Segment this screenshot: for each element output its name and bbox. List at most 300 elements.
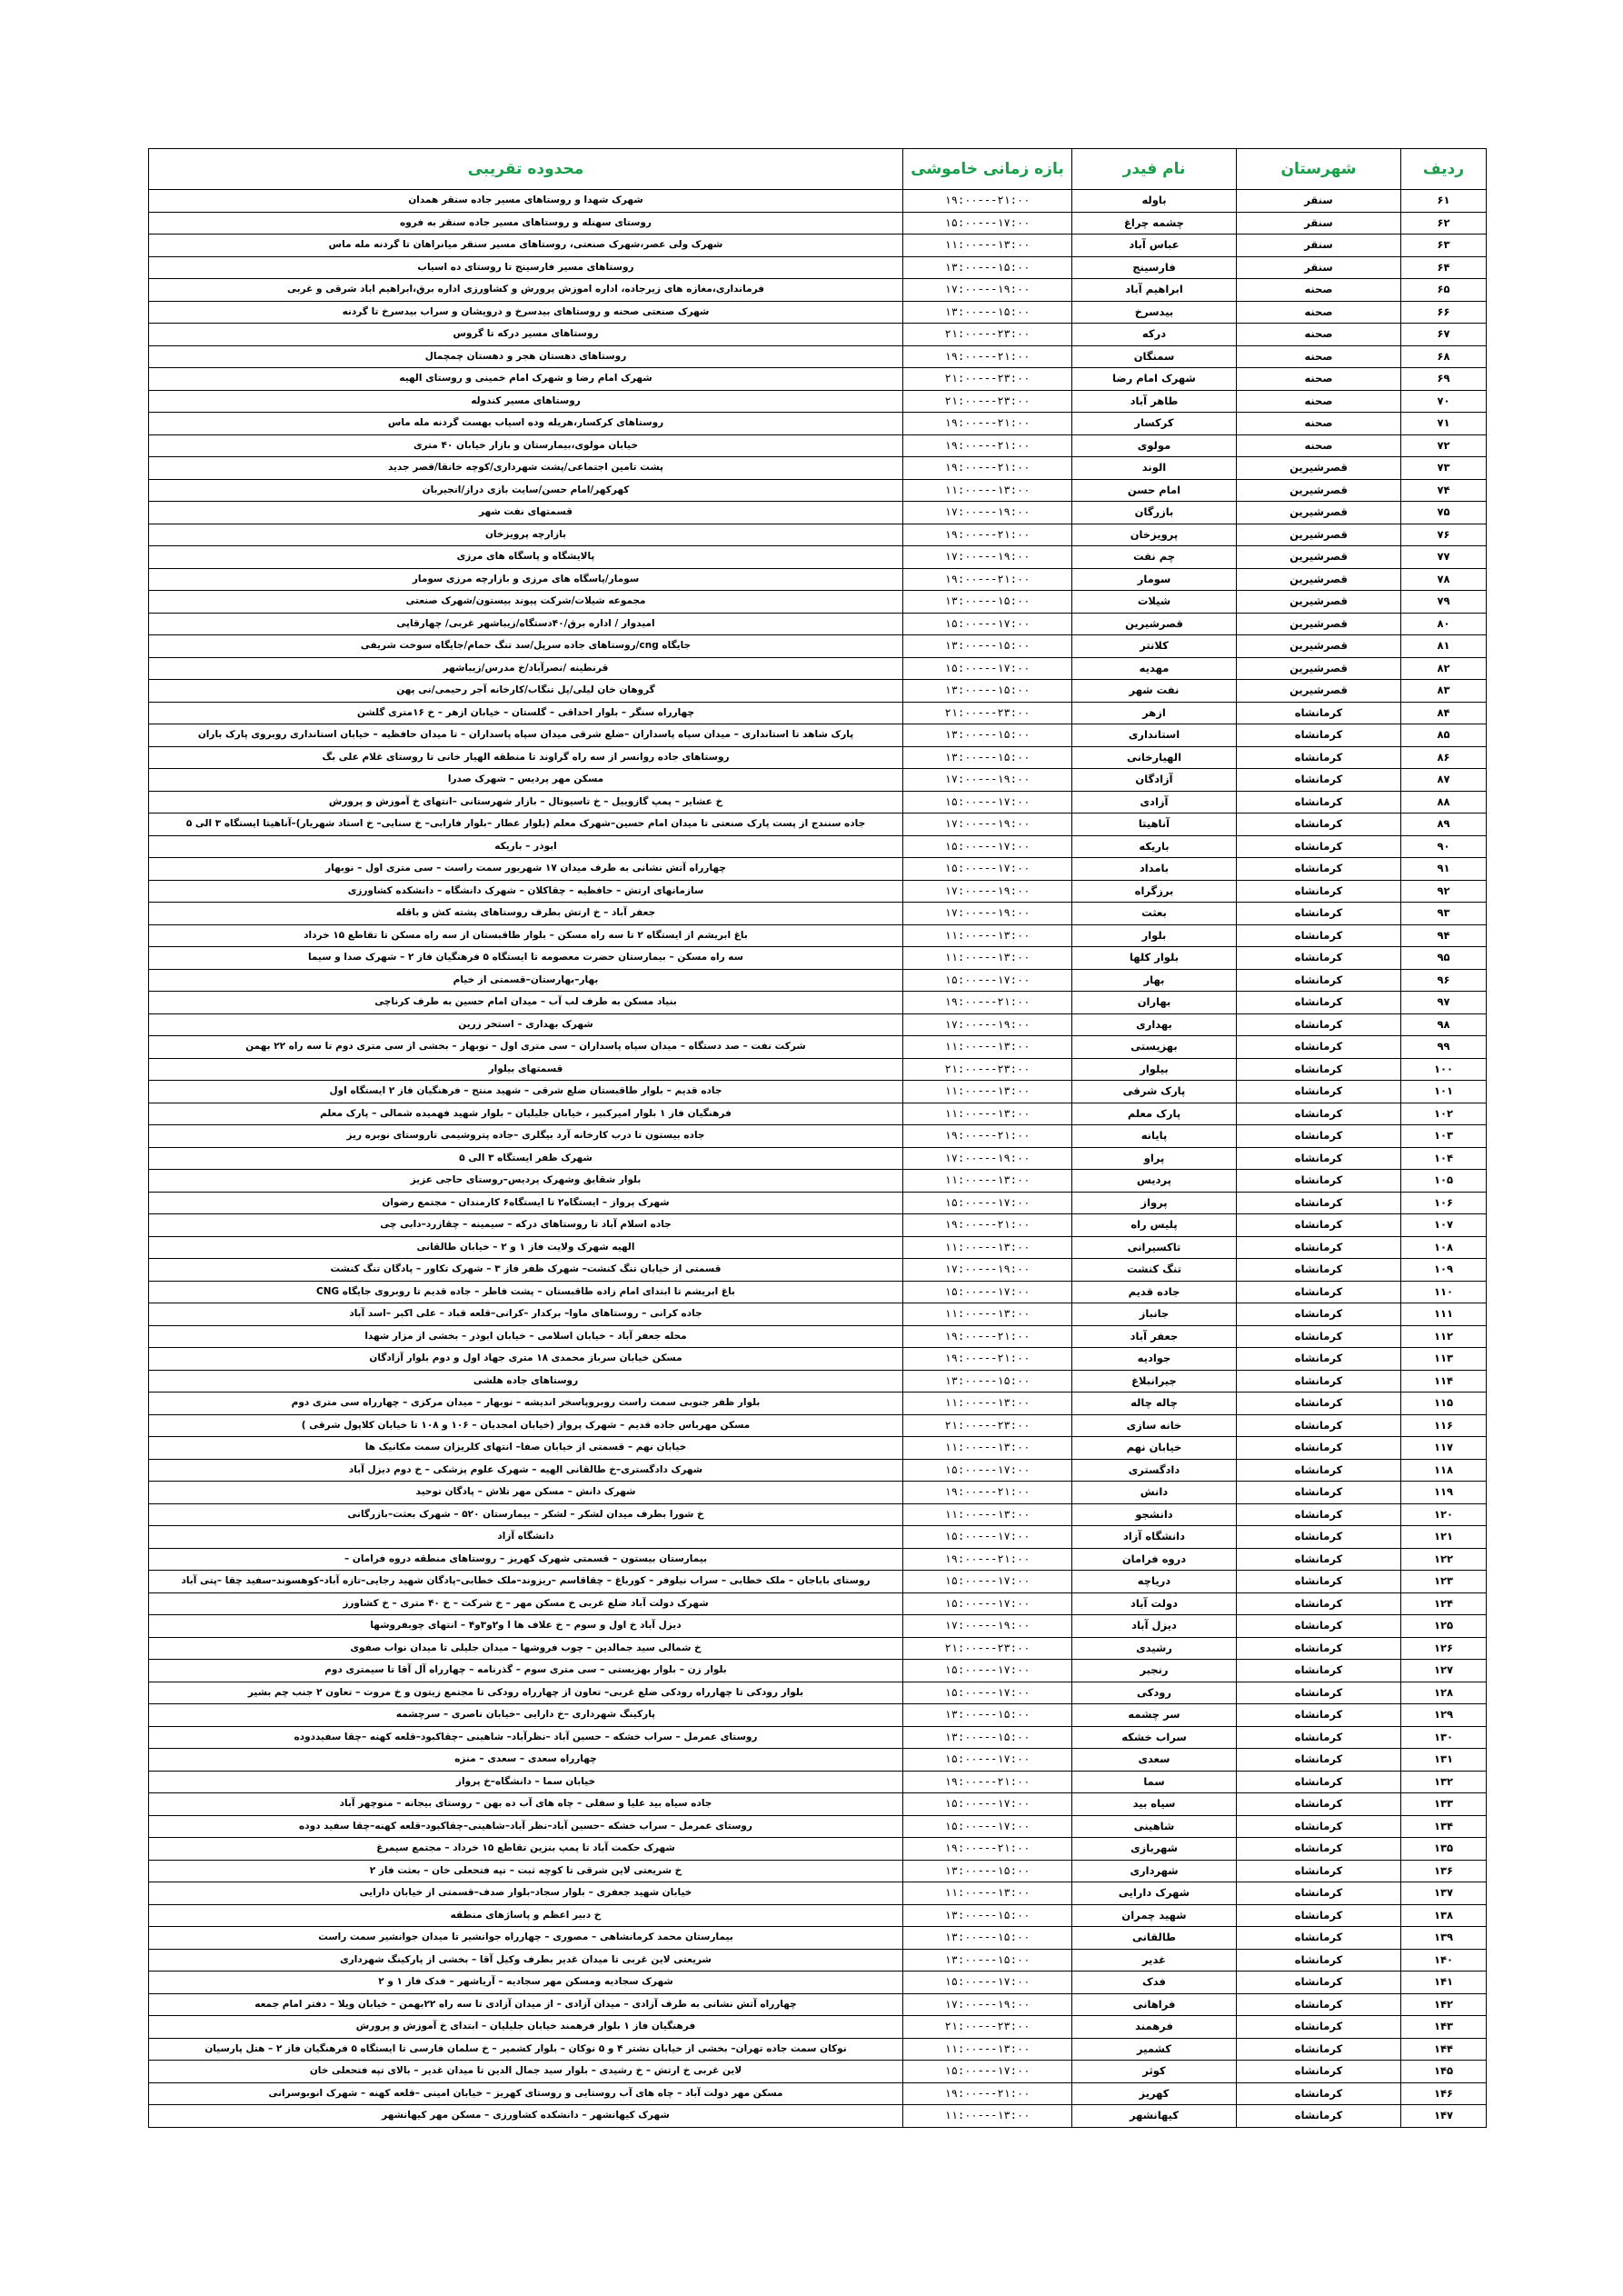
cell-time-range: ۱۵:۰۰---۱۷:۰۰ bbox=[903, 1749, 1072, 1772]
cell-area: جاده بیستون تا درب کارخانه آرد بیگلری –جاده پتروشیمی تاروستای نوبره ریز bbox=[149, 1125, 903, 1148]
cell-city: کرمانشاه bbox=[1237, 1793, 1401, 1816]
cell-time-range: ۲۱:۰۰---۲۳:۰۰ bbox=[903, 702, 1072, 724]
cell-time-range: ۱۷:۰۰---۱۹:۰۰ bbox=[903, 903, 1072, 925]
cell-city: کرمانشاه bbox=[1237, 2016, 1401, 2039]
cell-time-range: ۱۹:۰۰---۲۱:۰۰ bbox=[903, 568, 1072, 591]
cell-time-range: ۱۵:۰۰---۱۷:۰۰ bbox=[903, 1192, 1072, 1214]
cell-feeder: جاده قدیم bbox=[1072, 1281, 1237, 1303]
table-row bbox=[149, 1503, 1487, 1526]
cell-time-range: ۲۱:۰۰---۲۳:۰۰ bbox=[903, 1058, 1072, 1081]
cell-row-number: ۱۰۹ bbox=[1401, 1259, 1487, 1282]
table-row bbox=[149, 1726, 1487, 1749]
table-row bbox=[149, 680, 1487, 703]
cell-time-range: ۱۹:۰۰---۲۱:۰۰ bbox=[903, 2082, 1072, 2105]
cell-row-number: ۸۹ bbox=[1401, 814, 1487, 836]
cell-time-range: ۱۵:۰۰---۱۷:۰۰ bbox=[903, 212, 1072, 235]
cell-time-range: ۱۱:۰۰---۱۳:۰۰ bbox=[903, 1503, 1072, 1526]
table-row bbox=[149, 524, 1487, 546]
cell-area: گروهان خان لیلی/پل تنگاب/کارخانه آجر رحیمی/نی پهن bbox=[149, 680, 903, 703]
cell-row-number: ۹۸ bbox=[1401, 1013, 1487, 1036]
cell-row-number: ۷۷ bbox=[1401, 546, 1487, 569]
cell-area: بلوار رودکی تا چهارراه رودکی ضلع غربی– تعاون از چهارراه رودکی تا مجتمع زیتون و خ مروت – تعاون ۲ جنب چم بشیر bbox=[149, 1682, 903, 1704]
cell-city: کرمانشاه bbox=[1237, 1904, 1401, 1927]
table-row bbox=[149, 457, 1487, 480]
table-row bbox=[149, 1838, 1487, 1861]
table-row bbox=[149, 858, 1487, 881]
cell-row-number: ۱۰۵ bbox=[1401, 1170, 1487, 1193]
cell-city: کرمانشاه bbox=[1237, 2061, 1401, 2083]
cell-row-number: ۸۰ bbox=[1401, 613, 1487, 635]
cell-feeder: شهربازی bbox=[1072, 1838, 1237, 1861]
cell-time-range: ۱۱:۰۰---۱۳:۰۰ bbox=[903, 1170, 1072, 1193]
cell-city: قصرشیرین bbox=[1237, 502, 1401, 524]
cell-area: پشت تامین اجتماعی/پشت شهرداری/کوچه خانقا/قصر جدید bbox=[149, 457, 903, 480]
cell-time-range: ۱۳:۰۰---۱۵:۰۰ bbox=[903, 1860, 1072, 1882]
cell-feeder: شهید چمران bbox=[1072, 1904, 1237, 1927]
cell-time-range: ۱۱:۰۰---۱۳:۰۰ bbox=[903, 1236, 1072, 1259]
cell-area: شهرک پرواز – ایستگاه۲ تا ایستگاه۶ کارمندان – مجتمع رضوان bbox=[149, 1192, 903, 1214]
cell-time-range: ۱۱:۰۰---۱۳:۰۰ bbox=[903, 2105, 1072, 2128]
cell-time-range: ۱۱:۰۰---۱۳:۰۰ bbox=[903, 924, 1072, 947]
cell-time-range: ۱۳:۰۰---۱۵:۰۰ bbox=[903, 1904, 1072, 1927]
cell-row-number: ۶۵ bbox=[1401, 279, 1487, 302]
cell-area: خیابان شهید جعفری – بلوار سجاد–بلوار صدف–قسمتی از خیابان دارایی bbox=[149, 1882, 903, 1905]
cell-city: کرمانشاه bbox=[1237, 1058, 1401, 1081]
cell-time-range: ۱۵:۰۰---۱۷:۰۰ bbox=[903, 1281, 1072, 1303]
cell-city: کرمانشاه bbox=[1237, 2105, 1401, 2128]
cell-area: شرکت نفت – صد دستگاه – میدان سپاه پاسداران – سی متری اول – نوبهار – بخشی از سی متری دوم تا سه راه ۲۲ بهمن bbox=[149, 1036, 903, 1059]
cell-area: مسکن خیابان سرباز محمدی ۱۸ متری جهاد اول و دوم بلوار آزادگان bbox=[149, 1348, 903, 1371]
cell-feeder: شهرک دارایی bbox=[1072, 1882, 1237, 1905]
cell-time-range: ۲۱:۰۰---۲۳:۰۰ bbox=[903, 324, 1072, 346]
cell-time-range: ۱۵:۰۰---۱۷:۰۰ bbox=[903, 791, 1072, 814]
cell-time-range: ۱۹:۰۰---۲۱:۰۰ bbox=[903, 1214, 1072, 1237]
cell-city: کرمانشاه bbox=[1237, 1437, 1401, 1460]
cell-city: کرمانشاه bbox=[1237, 1081, 1401, 1103]
cell-feeder: جانباز bbox=[1072, 1303, 1237, 1326]
table-row bbox=[149, 1949, 1487, 1972]
cell-row-number: ۹۴ bbox=[1401, 924, 1487, 947]
cell-feeder: شهرداری bbox=[1072, 1860, 1237, 1882]
cell-row-number: ۱۳۲ bbox=[1401, 1771, 1487, 1793]
cell-row-number: ۱۱۶ bbox=[1401, 1414, 1487, 1437]
table-row bbox=[149, 1259, 1487, 1282]
cell-area: شهرک ولی عصر،شهرک صنعتی، روستاهای مسیر سنقر میانراهان تا گردنه مله ماس bbox=[149, 235, 903, 257]
cell-area: روستاهای کرکسار،هریله وده اسیاب بهست گردنه مله ماس bbox=[149, 413, 903, 435]
cell-row-number: ۶۹ bbox=[1401, 368, 1487, 391]
cell-city: قصرشیرین bbox=[1237, 524, 1401, 546]
cell-area: سازمانهای ارتش – حافظیه – چقاکلان – شهرک دانشگاه – دانشکده کشاورزی bbox=[149, 880, 903, 903]
cell-time-range: ۱۱:۰۰---۱۳:۰۰ bbox=[903, 1303, 1072, 1326]
cell-row-number: ۱۴۷ bbox=[1401, 2105, 1487, 2128]
cell-time-range: ۱۳:۰۰---۱۵:۰۰ bbox=[903, 724, 1072, 747]
cell-time-range: ۱۱:۰۰---۱۳:۰۰ bbox=[903, 2038, 1072, 2061]
table-row bbox=[149, 1927, 1487, 1950]
cell-area: بهار–بهارستان–قسمتی از خیام bbox=[149, 969, 903, 992]
cell-city: کرمانشاه bbox=[1237, 903, 1401, 925]
cell-feeder: تنگ کنشت bbox=[1072, 1259, 1237, 1282]
cell-feeder: بامداد bbox=[1072, 858, 1237, 881]
cell-city: صحنه bbox=[1237, 413, 1401, 435]
cell-feeder: ابراهیم آباد bbox=[1072, 279, 1237, 302]
cell-feeder: چشمه چراغ bbox=[1072, 212, 1237, 235]
cell-time-range: ۲۱:۰۰---۲۳:۰۰ bbox=[903, 1414, 1072, 1437]
cell-city: کرمانشاه bbox=[1237, 1303, 1401, 1326]
cell-city: کرمانشاه bbox=[1237, 1726, 1401, 1749]
cell-feeder: سومار bbox=[1072, 568, 1237, 591]
cell-feeder: جیرانبلاغ bbox=[1072, 1370, 1237, 1393]
cell-feeder: بهاران bbox=[1072, 992, 1237, 1014]
cell-city: قصرشیرین bbox=[1237, 613, 1401, 635]
cell-city: کرمانشاه bbox=[1237, 1414, 1401, 1437]
cell-feeder: کهریز bbox=[1072, 2082, 1237, 2105]
table-row bbox=[149, 1348, 1487, 1371]
cell-time-range: ۱۵:۰۰---۱۷:۰۰ bbox=[903, 657, 1072, 680]
cell-feeder: فارسینج bbox=[1072, 256, 1237, 279]
cell-row-number: ۱۴۳ bbox=[1401, 2016, 1487, 2039]
table-row bbox=[149, 924, 1487, 947]
cell-city: کرمانشاه bbox=[1237, 791, 1401, 814]
cell-feeder: کشمیر bbox=[1072, 2038, 1237, 2061]
table-row bbox=[149, 2016, 1487, 2039]
cell-area: قسمتهای بیلوار bbox=[149, 1058, 903, 1081]
cell-city: صحنه bbox=[1237, 301, 1401, 324]
cell-feeder: دانش bbox=[1072, 1482, 1237, 1504]
cell-area: سومار/پاسگاه های مرزی و بازارچه مرزی سومار bbox=[149, 568, 903, 591]
table-row bbox=[149, 1103, 1487, 1125]
cell-row-number: ۱۲۹ bbox=[1401, 1704, 1487, 1727]
table-row bbox=[149, 702, 1487, 724]
cell-time-range: ۱۷:۰۰---۱۹:۰۰ bbox=[903, 1615, 1072, 1638]
table-row bbox=[149, 1081, 1487, 1103]
cell-time-range: ۱۳:۰۰---۱۵:۰۰ bbox=[903, 746, 1072, 769]
cell-time-range: ۱۵:۰۰---۱۷:۰۰ bbox=[903, 1571, 1072, 1593]
cell-city: صحنه bbox=[1237, 324, 1401, 346]
cell-time-range: ۱۷:۰۰---۱۹:۰۰ bbox=[903, 279, 1072, 302]
cell-city: کرمانشاه bbox=[1237, 1281, 1401, 1303]
table-row bbox=[149, 1236, 1487, 1259]
cell-area: جاده سیاه بید علیا و سفلی – چاه های آب ده بهن – روستای بیجانه – منوچهر آباد bbox=[149, 1793, 903, 1816]
cell-area: قرنطینه /نصرآباد/خ مدرس/زیباشهر bbox=[149, 657, 903, 680]
cell-time-range: ۱۵:۰۰---۱۷:۰۰ bbox=[903, 835, 1072, 858]
cell-city: کرمانشاه bbox=[1237, 1259, 1401, 1282]
cell-area: خیابان مولوی،بیمارستان و بازار خیابان ۴۰ متری bbox=[149, 434, 903, 457]
cell-city: قصرشیرین bbox=[1237, 635, 1401, 658]
cell-row-number: ۶۱ bbox=[1401, 190, 1487, 213]
table-row bbox=[149, 2038, 1487, 2061]
cell-feeder: بلوار کلها bbox=[1072, 947, 1237, 970]
cell-row-number: ۷۰ bbox=[1401, 390, 1487, 413]
cell-feeder: پرواز bbox=[1072, 1192, 1237, 1214]
cell-city: کرمانشاه bbox=[1237, 1704, 1401, 1727]
cell-city: سنقر bbox=[1237, 212, 1401, 235]
cell-city: کرمانشاه bbox=[1237, 1482, 1401, 1504]
cell-row-number: ۱۰۶ bbox=[1401, 1192, 1487, 1214]
cell-area: لاین غربی خ ارتش – خ رشیدی – بلوار سید جمال الدین تا میدان غدیر – بالای تپه فتحعلی خان bbox=[149, 2061, 903, 2083]
cell-feeder: طاهر آباد bbox=[1072, 390, 1237, 413]
cell-row-number: ۷۴ bbox=[1401, 479, 1487, 502]
cell-row-number: ۱۱۱ bbox=[1401, 1303, 1487, 1326]
cell-row-number: ۱۴۶ bbox=[1401, 2082, 1487, 2105]
cell-feeder: پرویزخان bbox=[1072, 524, 1237, 546]
cell-feeder: درکه bbox=[1072, 324, 1237, 346]
table-row bbox=[149, 434, 1487, 457]
cell-time-range: ۱۳:۰۰---۱۵:۰۰ bbox=[903, 635, 1072, 658]
cell-area: روستاهای مسیر درکه تا گروس bbox=[149, 324, 903, 346]
table-row bbox=[149, 903, 1487, 925]
cell-time-range: ۱۵:۰۰---۱۷:۰۰ bbox=[903, 1815, 1072, 1838]
cell-area: جاده کرانی – روستاهای ماوا– برکدار –کرانی–قلعه قباد – علی اکبر –اسد آباد bbox=[149, 1303, 903, 1326]
table-row bbox=[149, 1147, 1487, 1170]
cell-feeder: سراب خشکه bbox=[1072, 1726, 1237, 1749]
cell-city: کرمانشاه bbox=[1237, 1348, 1401, 1371]
table-row bbox=[149, 880, 1487, 903]
table-row bbox=[149, 1972, 1487, 1994]
cell-feeder: پلیس راه bbox=[1072, 1214, 1237, 1237]
cell-time-range: ۱۹:۰۰---۲۱:۰۰ bbox=[903, 1325, 1072, 1348]
cell-area: دیزل آباد خ اول و سوم – خ علاف ها ا و۲و۳و۴ – انتهای چوبفروشها bbox=[149, 1615, 903, 1638]
table-row bbox=[149, 479, 1487, 502]
cell-area: شهرک صنعتی صحنه و روستاهای بیدسرخ و درویشان و سراب بیدسرخ تا گردنه bbox=[149, 301, 903, 324]
cell-row-number: ۸۳ bbox=[1401, 680, 1487, 703]
table-row bbox=[149, 1615, 1487, 1638]
table-row bbox=[149, 1548, 1487, 1571]
table-row bbox=[149, 1125, 1487, 1148]
cell-city: کرمانشاه bbox=[1237, 1949, 1401, 1972]
cell-city: سنقر bbox=[1237, 235, 1401, 257]
cell-area: فرهنگیان فاز ۱ بلوار فرهمند خیابان جلیلیان – ابتدای خ آموزش و پرورش bbox=[149, 2016, 903, 2039]
cell-area: خ دبیر اعظم و پاساژهای منطقه bbox=[149, 1904, 903, 1927]
cell-feeder: الهیارخانی bbox=[1072, 746, 1237, 769]
cell-area: فرمانداری،مغازه های زیرجاده، اداره اموزش پرورش و کشاورزی اداره برق،ابراهیم اباد شرقی و غربی bbox=[149, 279, 903, 302]
cell-time-range: ۱۹:۰۰---۲۱:۰۰ bbox=[903, 457, 1072, 480]
cell-row-number: ۱۱۵ bbox=[1401, 1393, 1487, 1415]
cell-time-range: ۱۹:۰۰---۲۱:۰۰ bbox=[903, 1348, 1072, 1371]
cell-row-number: ۹۰ bbox=[1401, 835, 1487, 858]
cell-time-range: ۱۳:۰۰---۱۵:۰۰ bbox=[903, 301, 1072, 324]
cell-row-number: ۶۸ bbox=[1401, 345, 1487, 368]
cell-row-number: ۱۳۹ bbox=[1401, 1927, 1487, 1950]
cell-row-number: ۷۱ bbox=[1401, 413, 1487, 435]
cell-row-number: ۶۲ bbox=[1401, 212, 1487, 235]
cell-row-number: ۱۰۴ bbox=[1401, 1147, 1487, 1170]
table-row bbox=[149, 1749, 1487, 1772]
cell-time-range: ۱۵:۰۰---۱۷:۰۰ bbox=[903, 1592, 1072, 1615]
cell-city: کرمانشاه bbox=[1237, 1571, 1401, 1593]
cell-row-number: ۶۷ bbox=[1401, 324, 1487, 346]
cell-time-range: ۱۵:۰۰---۱۷:۰۰ bbox=[903, 1972, 1072, 1994]
cell-area: خ شورا بطرف میدان لشکر – لشکر – بیمارستان ۵۲۰ – شهرک بعثت–بازرگانی bbox=[149, 1503, 903, 1526]
cell-row-number: ۹۶ bbox=[1401, 969, 1487, 992]
cell-time-range: ۱۵:۰۰---۱۷:۰۰ bbox=[903, 613, 1072, 635]
cell-area: بلوار زن – بلوار بهزیستی – سی متری سوم – گذرنامه – چهارراه آل آقا تا سیمتری دوم bbox=[149, 1660, 903, 1682]
table-row bbox=[149, 1993, 1487, 2016]
cell-row-number: ۱۲۴ bbox=[1401, 1592, 1487, 1615]
cell-time-range: ۲۱:۰۰---۲۳:۰۰ bbox=[903, 368, 1072, 391]
cell-feeder: رنجبر bbox=[1072, 1660, 1237, 1682]
cell-time-range: ۱۷:۰۰---۱۹:۰۰ bbox=[903, 769, 1072, 792]
table-row bbox=[149, 279, 1487, 302]
table-row bbox=[149, 1303, 1487, 1326]
cell-area: شهرک بهداری – استخر زرین bbox=[149, 1013, 903, 1036]
table-row bbox=[149, 1370, 1487, 1393]
cell-city: کرمانشاه bbox=[1237, 969, 1401, 992]
cell-area: دانشگاه آزاد bbox=[149, 1526, 903, 1549]
cell-row-number: ۷۵ bbox=[1401, 502, 1487, 524]
cell-area: روستای باباجان – ملک خطابی – سراب نیلوفر – کورباغ – چقاقاسم –ریزوند–ملک خطابی–پادگان شهید رجایی–تازه آباد–کوهسوند–سفید چقا –پتی آباد bbox=[149, 1571, 903, 1593]
cell-city: کرمانشاه bbox=[1237, 880, 1401, 903]
table-row bbox=[149, 190, 1487, 213]
cell-feeder: چاله چاله bbox=[1072, 1393, 1237, 1415]
cell-city: قصرشیرین bbox=[1237, 568, 1401, 591]
cell-row-number: ۱۳۶ bbox=[1401, 1860, 1487, 1882]
cell-row-number: ۱۲۸ bbox=[1401, 1682, 1487, 1704]
cell-feeder: جعفر آباد bbox=[1072, 1325, 1237, 1348]
cell-feeder: نفت شهر bbox=[1072, 680, 1237, 703]
cell-row-number: ۱۱۸ bbox=[1401, 1459, 1487, 1482]
cell-feeder: طالقانی bbox=[1072, 1927, 1237, 1950]
table-row bbox=[149, 1437, 1487, 1460]
cell-time-range: ۱۳:۰۰---۱۵:۰۰ bbox=[903, 256, 1072, 279]
cell-feeder: کلانتر bbox=[1072, 635, 1237, 658]
cell-city: کرمانشاه bbox=[1237, 1325, 1401, 1348]
cell-city: کرمانشاه bbox=[1237, 769, 1401, 792]
cell-feeder: خیابان نهم bbox=[1072, 1437, 1237, 1460]
cell-city: کرمانشاه bbox=[1237, 1147, 1401, 1170]
cell-feeder: مهدیه bbox=[1072, 657, 1237, 680]
cell-feeder: سر چشمه bbox=[1072, 1704, 1237, 1727]
table-row bbox=[149, 1592, 1487, 1615]
cell-row-number: ۶۶ bbox=[1401, 301, 1487, 324]
cell-time-range: ۱۷:۰۰---۱۹:۰۰ bbox=[903, 880, 1072, 903]
table-row bbox=[149, 657, 1487, 680]
cell-area: کهرکهر/امام حسن/سایت بازی دراز/انجیربان bbox=[149, 479, 903, 502]
cell-city: قصرشیرین bbox=[1237, 546, 1401, 569]
cell-time-range: ۱۷:۰۰---۱۹:۰۰ bbox=[903, 1259, 1072, 1282]
cell-row-number: ۷۸ bbox=[1401, 568, 1487, 591]
cell-row-number: ۱۰۰ bbox=[1401, 1058, 1487, 1081]
cell-feeder: بیلوار bbox=[1072, 1058, 1237, 1081]
cell-feeder: رودکی bbox=[1072, 1682, 1237, 1704]
table-row bbox=[149, 1882, 1487, 1905]
cell-row-number: ۷۲ bbox=[1401, 434, 1487, 457]
cell-city: کرمانشاه bbox=[1237, 992, 1401, 1014]
cell-feeder: امام حسن bbox=[1072, 479, 1237, 502]
cell-city: کرمانشاه bbox=[1237, 1548, 1401, 1571]
cell-area: سه راه مسکن – بیمارستان حضرت معصومه تا ایستگاه ۵ فرهنگیان فاز ۲ – شهرک صدا و سیما bbox=[149, 947, 903, 970]
cell-area: بیمارستان بیستون – قسمتی شهرک کهریز – روستاهای منطقه دروه فرامان – bbox=[149, 1548, 903, 1571]
table-row bbox=[149, 814, 1487, 836]
cell-city: کرمانشاه bbox=[1237, 1815, 1401, 1838]
cell-time-range: ۲۱:۰۰---۲۳:۰۰ bbox=[903, 2016, 1072, 2039]
cell-area: شهرک ظفر ایستگاه ۳ الی ۵ bbox=[149, 1147, 903, 1170]
cell-time-range: ۱۳:۰۰---۱۵:۰۰ bbox=[903, 1726, 1072, 1749]
cell-area: شهرک دانش – مسکن مهر تلاش – پادگان توحید bbox=[149, 1482, 903, 1504]
cell-area: روستای عمرمل – سراب خشکه – حسین آباد –نظرآباد– شاهینی –چقاکبود–قلعه کهنه –چقا سفیددوده bbox=[149, 1726, 903, 1749]
cell-time-range: ۱۹:۰۰---۲۱:۰۰ bbox=[903, 524, 1072, 546]
table-body bbox=[149, 190, 1487, 2128]
table-row bbox=[149, 635, 1487, 658]
cell-city: کرمانشاه bbox=[1237, 1838, 1401, 1861]
cell-time-range: ۱۹:۰۰---۲۱:۰۰ bbox=[903, 1125, 1072, 1148]
cell-area: خ شمالی سید جمالدین – چوب فروشها – میدان جلیلی تا میدان نواب صفوی bbox=[149, 1637, 903, 1660]
cell-row-number: ۱۱۳ bbox=[1401, 1348, 1487, 1371]
cell-area: الهیه شهرک ولایت فاز ۱ و ۲ – خیابان طالقانی bbox=[149, 1236, 903, 1259]
cell-area: مسکن مهر پردیس – شهرک صدرا bbox=[149, 769, 903, 792]
cell-feeder: دولت آباد bbox=[1072, 1592, 1237, 1615]
table-row bbox=[149, 1704, 1487, 1727]
cell-row-number: ۱۰۲ bbox=[1401, 1103, 1487, 1125]
cell-feeder: آزادگان bbox=[1072, 769, 1237, 792]
cell-area: چهارراه آتش نشانی به طرف میدان ۱۷ شهریور سمت راست – سی متری اول – نوبهار bbox=[149, 858, 903, 881]
cell-row-number: ۱۳۳ bbox=[1401, 1793, 1487, 1816]
cell-feeder: شاهینی bbox=[1072, 1815, 1237, 1838]
cell-row-number: ۸۴ bbox=[1401, 702, 1487, 724]
cell-city: صحنه bbox=[1237, 368, 1401, 391]
cell-feeder: شیلات bbox=[1072, 591, 1237, 614]
table-row bbox=[149, 1860, 1487, 1882]
cell-area: جاده سنندج از پست پارک صنعتی تا میدان امام حسین–شهرک معلم (بلوار عطار –بلوار فارابی– خ سنایی– خ استاد شهریار)–آناهیتا ایستگاه ۳ الی ۵ bbox=[149, 814, 903, 836]
cell-row-number: ۱۲۲ bbox=[1401, 1548, 1487, 1571]
header-area: محدوده تقریبی bbox=[149, 149, 903, 190]
cell-row-number: ۸۵ bbox=[1401, 724, 1487, 747]
table-row bbox=[149, 1793, 1487, 1816]
cell-city: سنقر bbox=[1237, 256, 1401, 279]
cell-city: قصرشیرین bbox=[1237, 479, 1401, 502]
cell-feeder: سما bbox=[1072, 1771, 1237, 1793]
cell-feeder: دانشگاه آزاد bbox=[1072, 1526, 1237, 1549]
cell-area: جعفر آباد – خ ارتش بطرف روستاهای پشته کش و باقله bbox=[149, 903, 903, 925]
table-row bbox=[149, 301, 1487, 324]
cell-city: صحنه bbox=[1237, 434, 1401, 457]
cell-time-range: ۱۷:۰۰---۱۹:۰۰ bbox=[903, 502, 1072, 524]
cell-feeder: قصرشیرین bbox=[1072, 613, 1237, 635]
table-row bbox=[149, 1214, 1487, 1237]
cell-feeder: بهزیستی bbox=[1072, 1036, 1237, 1059]
cell-city: قصرشیرین bbox=[1237, 657, 1401, 680]
cell-area: مجموعه شیلات/شرکت پیوند بیستون/شهرک صنعتی bbox=[149, 591, 903, 614]
cell-feeder: باوله bbox=[1072, 190, 1237, 213]
cell-time-range: ۱۵:۰۰---۱۷:۰۰ bbox=[903, 2061, 1072, 2083]
cell-city: کرمانشاه bbox=[1237, 858, 1401, 881]
cell-feeder: پارک معلم bbox=[1072, 1103, 1237, 1125]
cell-feeder: ازهر bbox=[1072, 702, 1237, 724]
header-row-number: ردیف bbox=[1401, 149, 1487, 190]
cell-area: بلوار شقایق وشهرک پردیس–روستای حاجی عزیز bbox=[149, 1170, 903, 1193]
cell-area: پارک شاهد تا استانداری – میدان سپاه پاسداران –ضلع شرقی میدان سپاه پاسداران – تا میدان حافظیه – خیابان استانداری روبروی پارک باران bbox=[149, 724, 903, 747]
cell-area: مسکن مهر دولت آباد – چاه های آب روستایی و روستای کهریز – خیابان امینی –قلعه کهنه – شهرک انوبوسرانی bbox=[149, 2082, 903, 2105]
cell-city: کرمانشاه bbox=[1237, 2038, 1401, 2061]
cell-feeder: چم نفت bbox=[1072, 546, 1237, 569]
cell-feeder: الوند bbox=[1072, 457, 1237, 480]
cell-city: کرمانشاه bbox=[1237, 1682, 1401, 1704]
cell-row-number: ۱۳۵ bbox=[1401, 1838, 1487, 1861]
cell-city: کرمانشاه bbox=[1237, 1615, 1401, 1638]
cell-city: کرمانشاه bbox=[1237, 1013, 1401, 1036]
cell-time-range: ۲۱:۰۰---۲۳:۰۰ bbox=[903, 1637, 1072, 1660]
cell-area: پالایشگاه و پاسگاه های مرزی bbox=[149, 546, 903, 569]
cell-row-number: ۷۹ bbox=[1401, 591, 1487, 614]
cell-feeder: بیدسرخ bbox=[1072, 301, 1237, 324]
cell-area: بازارچه پرویزخان bbox=[149, 524, 903, 546]
cell-city: سنقر bbox=[1237, 190, 1401, 213]
cell-area: شهرک امام رضا و شهرک امام خمینی و روستای الهیه bbox=[149, 368, 903, 391]
table-row bbox=[149, 2082, 1487, 2105]
cell-row-number: ۱۲۳ bbox=[1401, 1571, 1487, 1593]
cell-time-range: ۱۳:۰۰---۱۵:۰۰ bbox=[903, 1704, 1072, 1727]
cell-time-range: ۱۱:۰۰---۱۳:۰۰ bbox=[903, 1081, 1072, 1103]
cell-area: خیابان نهم – قسمتی از خیابان صفا– انتهای کلریزان سمت مکانیک ها bbox=[149, 1437, 903, 1460]
